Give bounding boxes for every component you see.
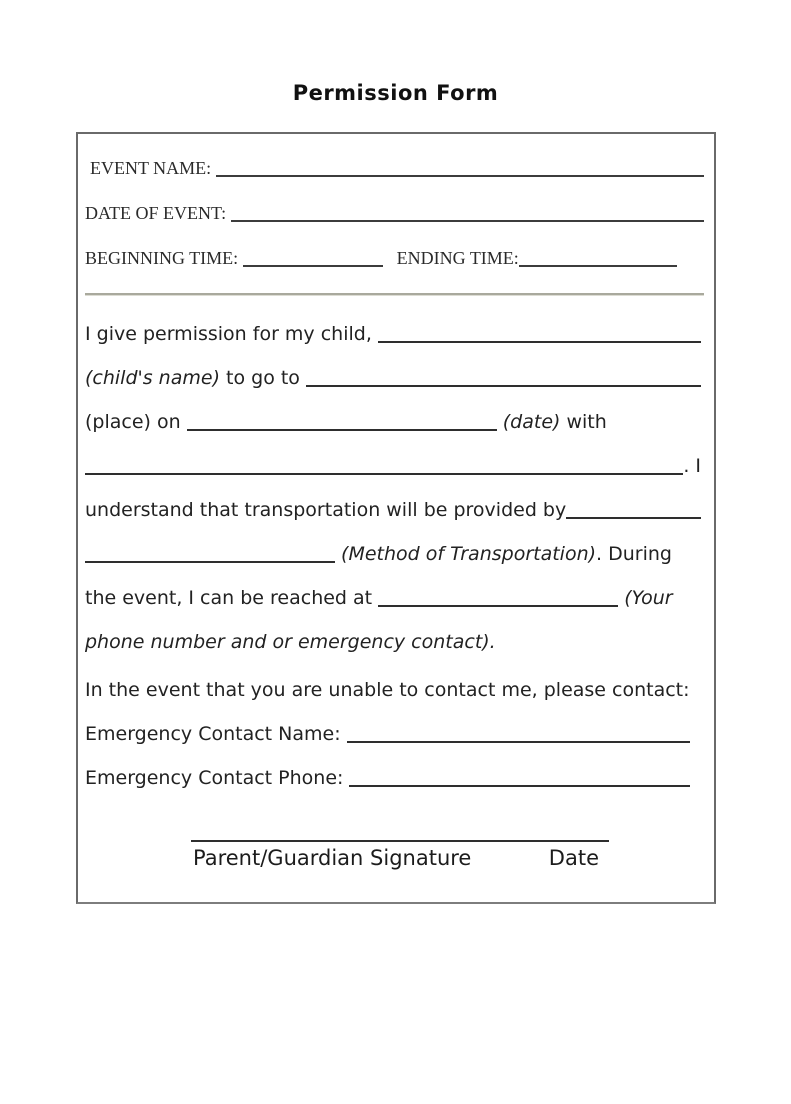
signature-labels-row [191,842,609,870]
ending-time-label: ENDING TIME: [396,248,519,268]
form-box [76,132,716,904]
ending-time-blank[interactable] [519,265,677,267]
paragraph-line-3 [85,411,704,433]
text-segment: to go to [219,367,306,389]
permission-form-page [0,80,791,1104]
paragraph-line-4 [85,455,704,477]
emergency-contact-section [85,679,704,789]
date-of-event-row [85,203,704,224]
event-name-label: EVENT NAME: [90,158,216,178]
transportation-blank[interactable] [566,517,701,519]
permission-paragraph [85,323,704,653]
beginning-time-label: BEGINNING TIME: [85,248,243,268]
text-segment: the event, I can be reached at [85,587,379,609]
emergency-contact-name-blank[interactable] [347,741,690,743]
date-blank[interactable] [187,429,497,431]
text-segment: Emergency Contact Name: [85,723,347,745]
contact-line-3 [85,767,704,789]
italic-text-segment: (Your [624,587,673,609]
text-segment: with [560,411,607,433]
header-section [85,158,704,269]
paragraph-line-7 [85,587,704,609]
event-name-row [85,158,704,179]
paragraph-line-1 [85,323,704,345]
place-blank[interactable] [306,385,701,387]
italic-text-segment: phone number and or emergency contact). [85,631,496,653]
child-name-blank[interactable] [378,341,701,343]
chaperone-blank[interactable] [85,473,683,475]
text-segment: In the event that you are unable to contact me, please contact: [85,679,690,701]
transportation-blank-2[interactable] [85,561,335,563]
beginning-time-blank[interactable] [243,265,383,267]
contact-line-1 [85,679,704,701]
section-divider [85,293,704,296]
text-segment: (place) on [85,411,187,433]
form-title: Permission Form [292,81,499,105]
times-row [85,248,704,269]
text-segment: I give permission for my child, [85,323,378,345]
phone-blank[interactable] [378,605,618,607]
emergency-contact-phone-blank[interactable] [349,785,690,787]
text-segment: . I [683,455,701,477]
event-name-blank[interactable] [216,175,704,177]
italic-text-segment: (date) [502,411,561,433]
paragraph-line-8 [85,631,704,653]
text-segment: Emergency Contact Phone: [85,767,350,789]
contact-line-2 [85,723,704,745]
paragraph-line-5 [85,499,704,521]
paragraph-line-6 [85,543,704,565]
date-of-event-label: DATE OF EVENT: [85,203,231,223]
text-segment: understand that transportation will be provided by [85,499,567,521]
signature-label: Parent/Guardian Signature [193,846,472,870]
signature-section [191,840,609,870]
date-label: Date [548,846,599,870]
text-segment: . During [596,543,672,565]
italic-text-segment: (child's name) [85,367,220,389]
italic-text-segment: (Method of Transportation) [341,543,597,565]
date-of-event-blank[interactable] [231,220,704,222]
paragraph-line-2 [85,367,704,389]
